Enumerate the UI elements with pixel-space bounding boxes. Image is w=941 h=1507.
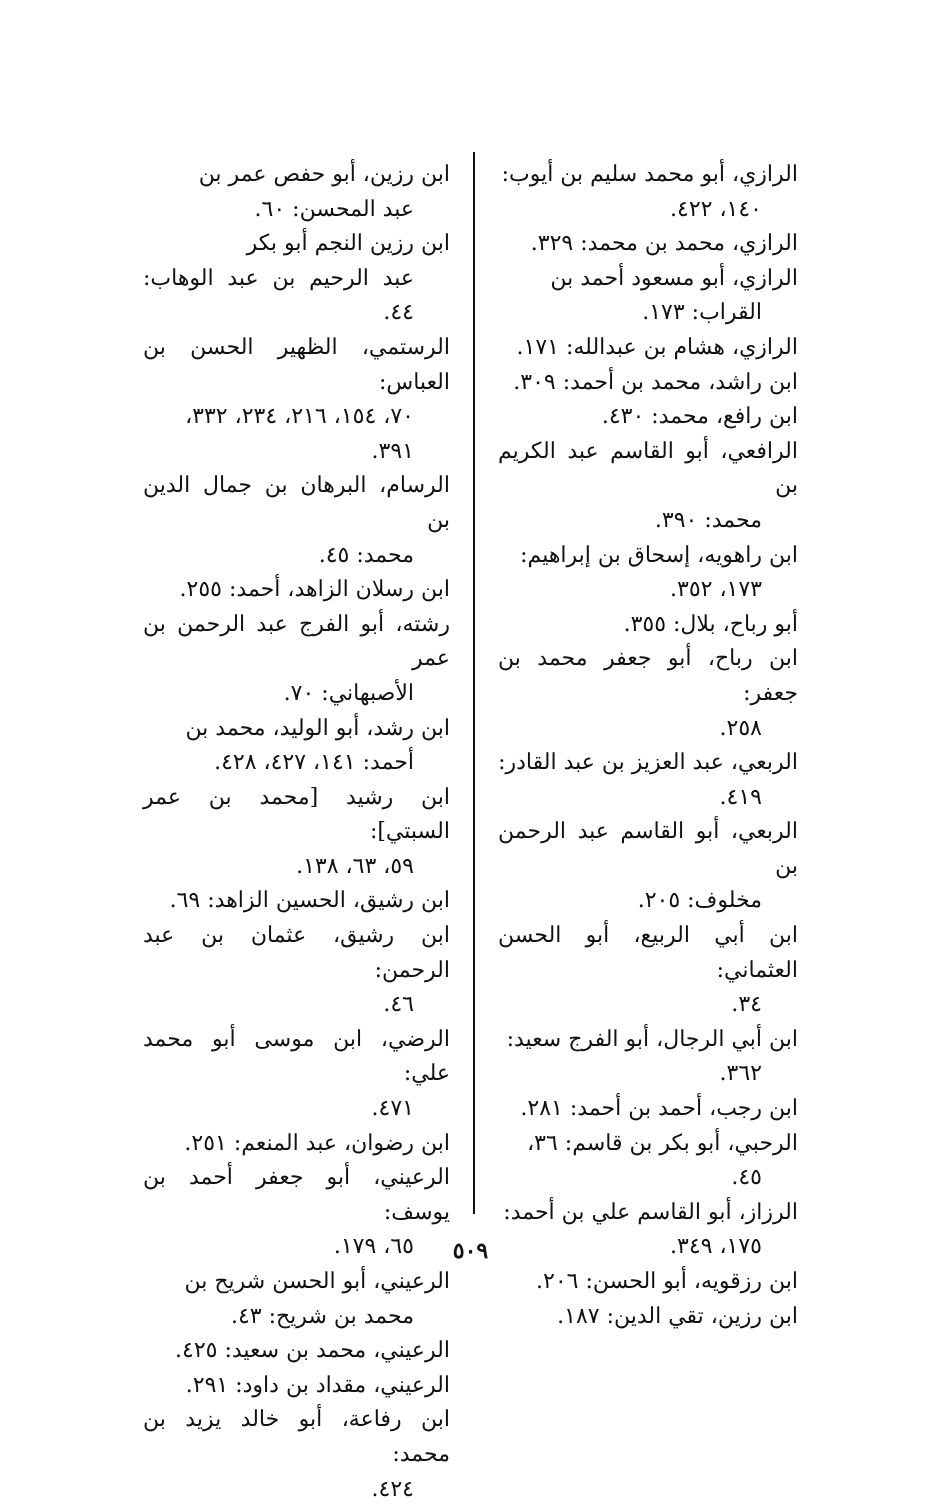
entry-heading: ابن رزين، أبو حفص عمر بن bbox=[198, 162, 450, 187]
index-entry bbox=[498, 919, 798, 1023]
entry-heading: الرعيني، محمد بن سعيد: ٤٢٥. bbox=[175, 1338, 450, 1364]
entry-continuation: ٣٤. bbox=[731, 992, 762, 1018]
index-entry bbox=[143, 1127, 450, 1162]
index-entry bbox=[498, 158, 798, 227]
entry-heading: ابن أبي الربيع، أبو الحسن العثماني: bbox=[498, 923, 798, 983]
index-entry bbox=[143, 1023, 450, 1127]
entry-continuation: ٤٧١. bbox=[371, 1096, 414, 1122]
index-entry bbox=[143, 781, 450, 885]
entry-heading: ابن رشد، أبو الوليد، محمد بن bbox=[185, 715, 450, 741]
index-entry bbox=[143, 712, 450, 781]
entry-heading: ابن أبي الرجال، أبو الفرج سعيد: bbox=[506, 1026, 798, 1052]
index-entry bbox=[143, 227, 450, 331]
entry-heading: ابن رباح، أبو جعفر محمد بن جعفر: bbox=[498, 646, 798, 706]
entry-heading: الرازي، هشام بن عبدالله: ١٧١. bbox=[516, 334, 798, 360]
column-divider bbox=[473, 152, 475, 1214]
entry-continuation: ١٧٥، ٣٤٩. bbox=[670, 1234, 762, 1260]
index-entry bbox=[498, 1265, 798, 1300]
entry-continuation: محمد بن شريح: ٤٣. bbox=[230, 1303, 414, 1329]
entry-heading: ابن رشيق، عثمان بن عبد الرحمن: bbox=[143, 923, 450, 983]
index-entry bbox=[143, 331, 450, 469]
entry-heading: الرازي، أبو مسعود أحمد بن bbox=[550, 265, 798, 291]
entry-heading: ابن رشيد [محمد بن عمر السبتي]: bbox=[143, 784, 450, 845]
entry-continuation: الأصبهاني: ٧٠. bbox=[283, 680, 414, 706]
index-entry bbox=[143, 1265, 450, 1334]
entry-continuation: ٤٦. bbox=[383, 992, 414, 1018]
entry-continuation: عبد الرحيم بن عبد الوهاب: ٤٤. bbox=[143, 265, 414, 326]
entry-heading: ابن رضوان، عبد المنعم: ٢٥١. bbox=[184, 1130, 450, 1156]
entry-heading: الرزاز، أبو القاسم علي بن أحمد: bbox=[503, 1199, 798, 1225]
entry-heading: الرسام، البرهان بن جمال الدين بن bbox=[143, 473, 450, 533]
entry-heading: ابن رزقويه، أبو الحسن: ٢٠٦. bbox=[536, 1269, 798, 1294]
entry-heading: الرعيني، مقداد بن داود: ٢٩١. bbox=[185, 1372, 450, 1398]
index-entry bbox=[143, 1334, 450, 1369]
index-entry bbox=[498, 539, 798, 608]
entry-continuation: محمد: ٤٥. bbox=[318, 542, 414, 568]
entry-continuation: القراب: ١٧٣. bbox=[642, 300, 762, 326]
index-entry bbox=[143, 1403, 450, 1507]
entry-heading: ابن رزين، تقي الدين: ١٨٧. bbox=[557, 1303, 798, 1329]
entry-continuation: ٤١٩. bbox=[719, 784, 762, 810]
entry-heading: أبو رباح، بلال: ٣٥٥. bbox=[623, 611, 798, 637]
index-entry bbox=[498, 1300, 798, 1335]
entry-heading: الرازي، محمد بن محمد: ٣٢٩. bbox=[530, 231, 798, 257]
entry-heading: الرازي، أبو محمد سليم بن أيوب: bbox=[501, 162, 798, 187]
entry-continuation: ٤٥. bbox=[731, 1165, 762, 1191]
entry-continuation: ٤٢٤. bbox=[371, 1476, 414, 1502]
entry-heading: ابن رفاعة، أبو خالد يزيد بن محمد: bbox=[143, 1407, 450, 1467]
index-entry bbox=[498, 331, 798, 366]
entry-heading: ابن رشيق، الحسين الزاهد: ٦٩. bbox=[169, 888, 450, 914]
entry-continuation: محمد: ٣٩٠. bbox=[654, 507, 762, 533]
index-column-right bbox=[498, 158, 798, 1334]
index-entry bbox=[143, 158, 450, 227]
page-number: ٥٠٩ bbox=[452, 1238, 489, 1264]
index-entry bbox=[498, 642, 798, 746]
index-column-left bbox=[143, 158, 450, 1507]
entry-heading: الرحبي، أبو بكر بن قاسم: ٣٦، bbox=[527, 1130, 798, 1156]
entry-continuation: ٦٥، ١٧٩. bbox=[333, 1234, 414, 1260]
index-entry bbox=[498, 435, 798, 539]
entry-heading: ابن راهويه، إسحاق بن إبراهيم: bbox=[520, 542, 798, 568]
index-entry bbox=[143, 573, 450, 608]
index-entry bbox=[498, 608, 798, 643]
entry-heading: ابن رسلان الزاهد، أحمد: ٢٥٥. bbox=[179, 577, 450, 603]
index-entry bbox=[143, 1369, 450, 1404]
index-entry bbox=[498, 227, 798, 262]
entry-heading: الرعيني، أبو جعفر أحمد بن يوسف: bbox=[143, 1165, 450, 1225]
index-entry bbox=[498, 400, 798, 435]
entry-heading: ابن رجب، أحمد بن أحمد: ٢٨١. bbox=[520, 1096, 798, 1122]
index-entry bbox=[498, 1092, 798, 1127]
entry-heading: الرعيني، أبو الحسن شريح بن bbox=[184, 1269, 450, 1294]
entry-heading: ابن رافع، محمد: ٤٣٠. bbox=[601, 404, 798, 430]
index-entry bbox=[143, 884, 450, 919]
entry-continuation: مخلوف: ٢٠٥. bbox=[637, 888, 762, 914]
index-entry bbox=[498, 815, 798, 919]
entry-heading: الرضي، ابن موسى أبو محمد علي: bbox=[143, 1026, 450, 1087]
entry-heading: الربعي، أبو القاسم عبد الرحمن بن bbox=[498, 819, 798, 879]
entry-heading: ابن رزين النجم أبو بكر bbox=[246, 231, 450, 257]
entry-continuation: أحمد: ١٤١، ٤٢٧، ٤٢٨. bbox=[214, 750, 414, 776]
index-entry bbox=[498, 1127, 798, 1196]
index-entry bbox=[143, 608, 450, 712]
entry-continuation: ٢٥٨. bbox=[719, 715, 762, 741]
index-entry bbox=[143, 919, 450, 1023]
entry-heading: الربعي، عبد العزيز بن عبد القادر: bbox=[498, 750, 798, 776]
entry-heading: ابن راشد، محمد بن أحمد: ٣٠٩. bbox=[513, 369, 798, 395]
entry-heading: الرستمي، الظهير الحسن بن العباس: bbox=[143, 334, 450, 395]
entry-continuation: عبد المحسن: ٦٠. bbox=[254, 196, 414, 222]
entry-continuation: ٣٦٢. bbox=[719, 1061, 762, 1087]
entry-continuation: ٧٠، ١٥٤، ٢١٦، ٢٣٤، ٣٣٢، bbox=[185, 404, 414, 430]
entry-heading: الرافعي، أبو القاسم عبد الكريم بن bbox=[498, 438, 798, 499]
entry-continuation: ١٧٣، ٣٥٢. bbox=[670, 577, 762, 603]
index-entry bbox=[498, 746, 798, 815]
index-entry bbox=[143, 469, 450, 573]
entry-continuation: ٣٩١. bbox=[371, 438, 414, 464]
entry-continuation: ٥٩، ٦٣، ١٣٨. bbox=[296, 853, 414, 879]
index-entry bbox=[498, 366, 798, 401]
index-entry bbox=[498, 262, 798, 331]
index-entry bbox=[498, 1023, 798, 1092]
entry-continuation: ١٤٠، ٤٢٢. bbox=[670, 196, 762, 222]
entry-heading: رشته، أبو الفرج عبد الرحمن بن عمر bbox=[143, 611, 450, 672]
